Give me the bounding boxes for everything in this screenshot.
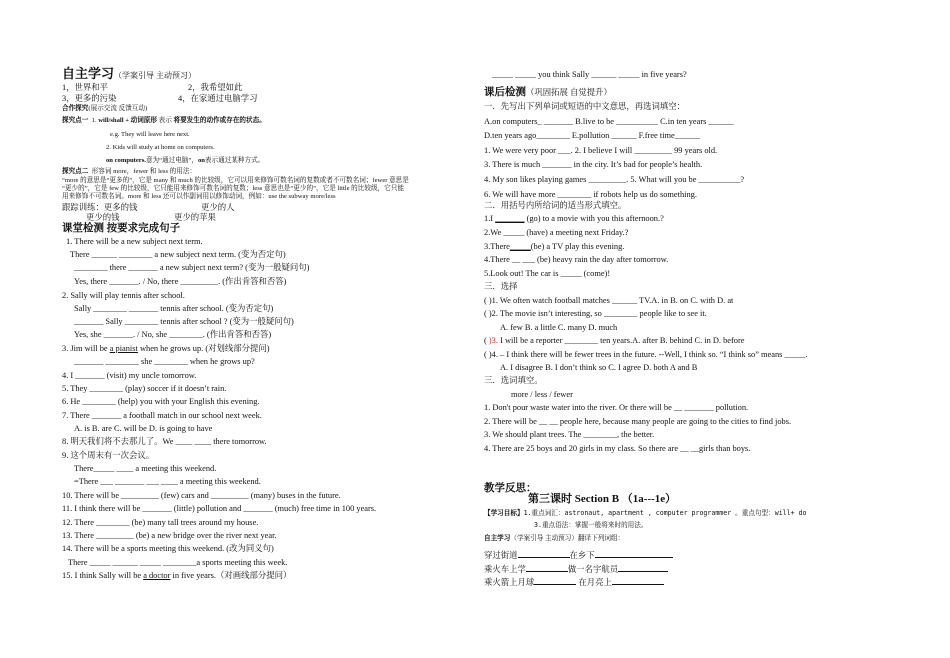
point1-rule <box>62 117 266 125</box>
point1-label: 探究点一 <box>62 117 89 124</box>
point1-note-bold2: on <box>197 157 205 164</box>
goal-line <box>484 509 807 518</box>
question-sub: =There ___ _______ ___ ____ a meeting this weekend. <box>74 477 261 486</box>
point2-line: 用来修饰不可数名词。more 和 less 还可以作副词用以修饰动词，例如：use the subway more/less <box>62 193 336 200</box>
c3-number: )3. <box>488 336 498 345</box>
goal-label: 【学习目标】 <box>484 510 524 517</box>
question <box>62 570 291 581</box>
question-continued: _____ _____ you think Sally ______ _____ in five years? <box>492 70 687 79</box>
pre-item: 1，世界和平 <box>62 83 109 92</box>
section-heading: 三．选词填空。 <box>484 376 543 385</box>
choice-question <box>484 335 745 346</box>
question <box>62 343 270 354</box>
s3-post: (be) a TV play this evening. <box>530 242 625 251</box>
answer-blank[interactable] <box>534 575 576 585</box>
s1-pre: 1.I <box>484 214 496 223</box>
q15-underlined: a doctor <box>143 571 171 580</box>
question-sub: There ______ ________ a new subject next term. (变为否定句) <box>70 250 286 259</box>
question: 1. We were very poor ___. 2. I believe I will _________ 99 years old. <box>484 146 718 155</box>
s1-post: (go) to a movie with you this afternoon.? <box>524 214 664 223</box>
question-sub: Yes, she _______. / No, she ________. (作出肯答和否答) <box>74 330 272 339</box>
translate-item <box>484 575 664 588</box>
section-heading: 一．先写出下列单词或短语的中文意思，再选词填空： <box>484 102 685 111</box>
goal-text: 1.重点词汇：astronaut, apartment , computer programmer 。重点句型：will+ do <box>523 509 807 517</box>
translate-prompt: 在月亮上 <box>578 578 612 587</box>
answer-blank[interactable] <box>618 562 668 572</box>
question: 12. There ________ (be) many tall trees around my house. <box>62 518 259 527</box>
follow-item: 更少的苹果 <box>174 213 216 222</box>
class-test-title: 课堂检测 按要求完成句子 <box>62 223 181 234</box>
question: 4. I _______ (visit) my uncle tomorrow. <box>62 371 197 380</box>
point1-note-text: 意为“通过电脑”， <box>145 157 198 164</box>
vocab-row: A.on computers_ _______ B.live to be __________ C.in ten years ______ <box>484 117 734 126</box>
question-sub: ________ there _______ a new subject next term? (变为一般疑问句) <box>74 263 310 272</box>
question: 2. There will be __ __ people here, because many people are going to the cities to find jobs. <box>484 417 792 426</box>
goal-line: 3.重点语法：掌握一般将来时的用法。 <box>534 521 648 529</box>
q3-underlined: a pianist <box>109 344 138 353</box>
after-class-heading <box>484 87 612 98</box>
follow-label: 跟踪训练： <box>62 203 104 212</box>
self-study-title: 自主学习 <box>62 66 115 81</box>
point1-rule-bold2: 将要发生的动作或存在的状态。 <box>173 117 266 124</box>
q15-pre: 15. I think Sally will be <box>62 571 144 580</box>
self-study-title-2: 自主学习 <box>484 535 511 542</box>
question-sub: Sally ________ _______ tennis after school. (变为否定句) <box>74 304 274 313</box>
q3-pre: 3. Jim will be <box>62 344 110 353</box>
choice-options: A. few B. a little C. many D. much <box>500 323 618 332</box>
self-study-heading-2 <box>484 535 624 543</box>
lesson-title: 第三课时 Section B （1a---1e） <box>528 493 677 505</box>
coop-heading <box>62 105 147 113</box>
q3-post: when he grows up. (对划线部分提问) <box>137 344 270 353</box>
question: 8. 明天我们将不去那儿了。We ____ ____ there tomorrow. <box>62 437 267 446</box>
point1-ex2: 2. Kids will study at home on computers. <box>106 144 215 151</box>
s1-blank: _______ <box>495 214 525 223</box>
self-study-note: （学案引导 主动预习） <box>114 71 197 80</box>
vocab-row: D.ten years ago________ E.pollution ______ F.free time______ <box>484 131 700 140</box>
translate-item <box>484 562 668 575</box>
pre-item: 4，在家通过电脑学习 <box>178 94 258 103</box>
coop-title: 合作探究 <box>62 105 89 112</box>
choice-question: ( )1. We often watch football matches ______ TV.A. in B. on C. with D. at <box>484 296 734 305</box>
self-study-note-2: （学案引导 主动预习）翻译下列词组： <box>510 535 625 542</box>
translate-prompt: 做一名宇航员 <box>567 565 619 574</box>
question-sub: _______ Sally ________ tennis after school ? (变为一般疑问句) <box>74 317 294 326</box>
point2-heading <box>62 168 196 176</box>
translate-prompt: 在乡下 <box>569 551 595 560</box>
answer-blank[interactable] <box>595 548 673 558</box>
c3-post: I will be a reporter ________ ten years.A. after B. behind C. in D. before <box>497 336 745 345</box>
answer-blank[interactable] <box>526 562 568 572</box>
q15-post: in five years.（对画线部分提问） <box>170 571 292 580</box>
question: 6. He ________ (help) you with your English this evening. <box>62 397 260 406</box>
word-bank: more / less / fewer <box>511 390 573 399</box>
answer-blank[interactable] <box>518 548 570 558</box>
question: 6. We will have more ________ if robots help us do something. <box>484 190 697 199</box>
question: 2. Sally will play tennis after school. <box>62 291 185 300</box>
translate-prompt: 穿过街道 <box>484 551 518 560</box>
question: 13. There _________ (be) a new bridge over the river next year. <box>62 531 277 540</box>
question <box>484 213 664 224</box>
s3-pre: 3.There <box>484 242 510 251</box>
question-sub: There _____ ______ _____ ________a sports meeting this week. <box>68 558 288 567</box>
follow-item: 更少的钱 <box>86 213 120 222</box>
pre-item: 2，我希望如此 <box>188 83 243 92</box>
question-sub: There_____ ____ a meeting this weekend. <box>74 464 217 473</box>
translate-prompt: 乘火箭上月球 <box>484 578 535 587</box>
question: 9. 这个周末有一次会议。 <box>62 451 155 460</box>
point2-label: 探究点二 <box>62 168 89 175</box>
c3-pre: ( <box>484 336 489 345</box>
point2-line: “更少的”，它是 few 的比较级，它只能用来修饰可数名词的复数；less 意思也是“更少的”，它是 little 的比较级，它只能 <box>62 185 404 192</box>
question: 5.Look out! The car is _____ (come)! <box>484 269 611 278</box>
choice-options: A. I disagree B. I don’t think so C. I agree D. both A and B <box>500 363 698 372</box>
answer-blank[interactable] <box>612 575 664 585</box>
point1-rule-mid: 表示 <box>158 117 172 124</box>
point2-text: 形容词 more，fewer 和 less 的用法： <box>91 168 197 175</box>
question: 5. They ________ (play) soccer if it doesn’t rain. <box>62 384 227 393</box>
question: 7. There _______ a football match in our school next week. <box>62 411 262 420</box>
question: 11. I think there will be _______ (little) pollution and _______ (much) free time in 100 years. <box>62 504 377 513</box>
question: 14. There will be a sports meeting this weekend. (改为同义句) <box>62 544 274 553</box>
after-class-note: （巩固拓展 自觉提升） <box>526 88 612 97</box>
question-sub: _______ ________ she ________ when he grows up? <box>74 357 255 366</box>
point1-eg: e.g. They will leave here next. <box>110 131 190 138</box>
follow-item: 更少的人 <box>201 203 235 212</box>
section-heading: 三．选择 <box>484 282 518 291</box>
pre-item: 3，更多的污染 <box>62 94 117 103</box>
choice-question: ( )2. The movie isn’t interesting, so ________ people like to see it. <box>484 309 707 318</box>
question: 3. We should plant trees. The ________, the better. <box>484 430 655 439</box>
self-study-heading <box>62 68 196 81</box>
question-sub: Yes, there _______. / No, there _________. (作出肯答和否答) <box>74 277 287 286</box>
question-options: A. is B. are C. will be D. is going to have <box>74 424 213 433</box>
reflection-title: 教学反思： <box>484 483 537 494</box>
choice-question: ( )4. – I think there will be fewer trees in the future. --Well, I think so. “I think so” means _____. <box>484 350 808 359</box>
question: 2.We _____ (have) a meeting next Friday.? <box>484 228 629 237</box>
question: 4.There __ ___ (be) heavy rain the day after tomorrow. <box>484 255 669 264</box>
translate-item <box>484 548 673 561</box>
coop-note: (展示交流 反馈互动) <box>88 105 148 112</box>
point1-note-text2: 表示通过某种方式。 <box>204 157 265 164</box>
question: 1. There will be a new subject next term. <box>66 237 203 246</box>
question: 10. There will be _________ (few) cars and _________ (many) buses in the future. <box>62 491 341 500</box>
translate-prompt: 乘火车上学 <box>484 565 526 574</box>
point1-rule-bold: will/shall + 动词原形 <box>98 117 157 124</box>
question <box>484 241 624 252</box>
point1-rule-num: 1. <box>91 117 97 124</box>
point1-note-bold: on computers. <box>106 157 146 164</box>
question: 3. There is much _______ in the city. It’s bad for people’s health. <box>484 160 703 169</box>
s3-blank: _____ <box>509 242 531 251</box>
question: 4. There are 25 boys and 20 girls in my class. So there are __ __girls than boys. <box>484 444 751 453</box>
point2-line: “more 的意思是“更多的”，它是 many 和 much 的比较级，它可以用来修饰可数名词的复数或者不可数名词；fewer 意思是 <box>62 177 409 184</box>
question: 1. Don't pour waste water into the river. Or there will be __ _______ pollution. <box>484 403 749 412</box>
follow-item: 更多的钱 <box>103 203 138 212</box>
after-class-title: 课后检测 <box>484 87 526 98</box>
question: 4. My son likes playing games _________. 5. What will you be __________? <box>484 175 745 184</box>
point1-note <box>106 157 264 165</box>
section-heading: 二．用括号内所给词的适当形式填空。 <box>484 201 627 210</box>
